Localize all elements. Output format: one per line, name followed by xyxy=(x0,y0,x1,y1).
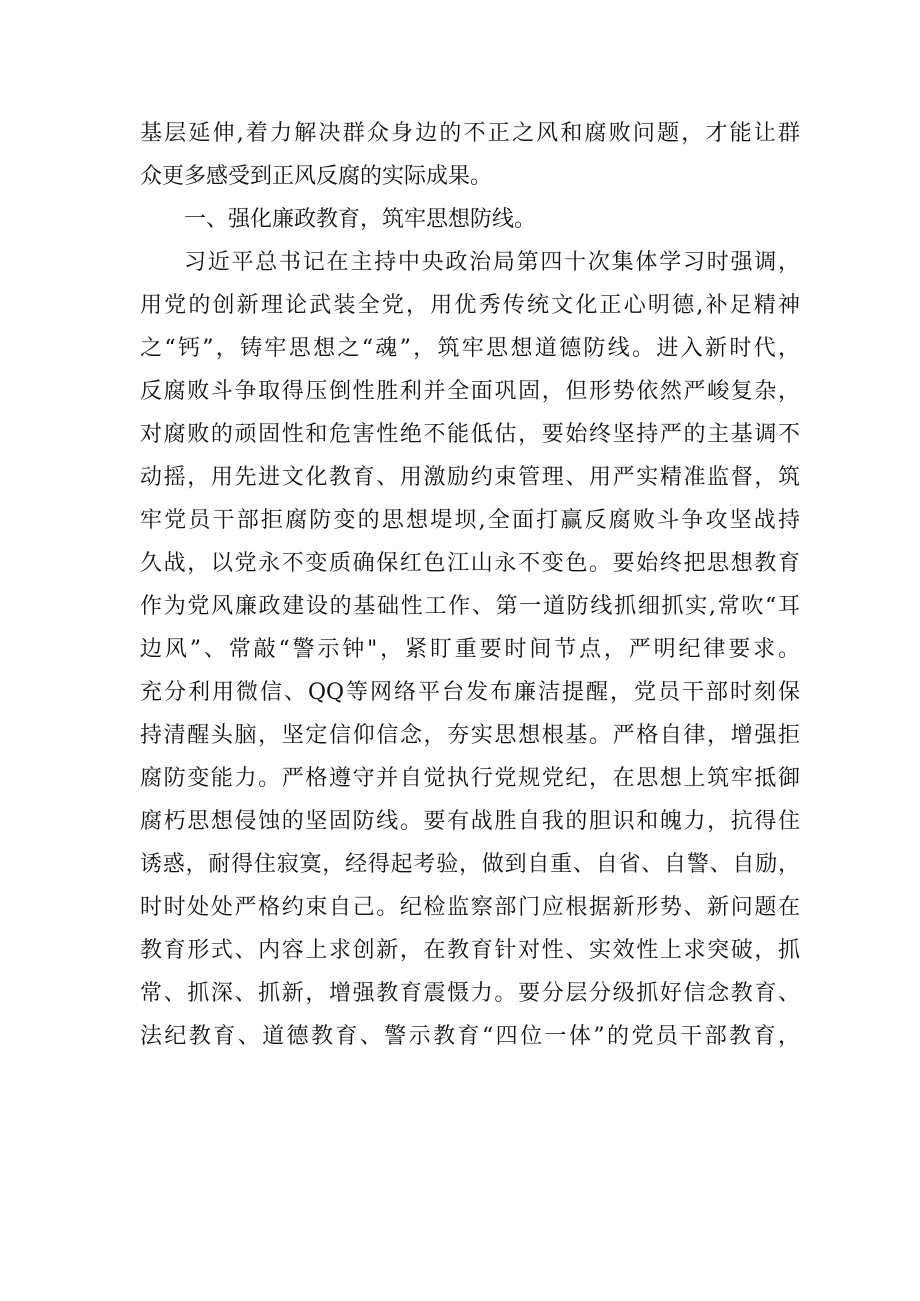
text-line: 之“钙”，铸牢思想之“魂”，筑牢思想道德防线。进入新时代， xyxy=(140,336,800,361)
text-line: 用党的创新理论武装全党，用优秀传统文化正心明德,补足精神 xyxy=(140,293,800,318)
text-line: 习近平总书记在主持中央政治局第四十次集体学习时强调， xyxy=(184,250,800,275)
text-line: 腐朽思想侵蚀的坚固防线。要有战胜自我的胆识和魄力，抗得住 xyxy=(140,809,800,834)
text-line: 充分利用微信、QQ等网络平台发布廉洁提醒，党员干部时刻保 xyxy=(140,680,800,705)
text-line: 腐防变能力。严格遵守并自觉执行党规党纪，在思想上筑牢抵御 xyxy=(140,766,800,791)
text-line: 牢党员干部拒腐防变的思想堤坝,全面打赢反腐败斗争攻坚战持 xyxy=(140,508,800,533)
text-line: 久战，以党永不变质确保红色江山永不变色。要始终把思想教育 xyxy=(140,551,800,576)
text-line: 基层延伸,着力解决群众身边的不正之风和腐败问题，才能让群 xyxy=(140,121,800,146)
text-line: 动摇，用先进文化教育、用激励约束管理、用严实精准监督，筑 xyxy=(140,465,800,490)
body-text xyxy=(140,112,800,1058)
text-line: 常、抓深、抓新，增强教育震慑力。要分层分级抓好信念教育、 xyxy=(140,981,800,1006)
text-line: 众更多感受到正风反腐的实际成果。 xyxy=(140,164,493,189)
text-line: 教育形式、内容上求创新，在教育针对性、实效性上求突破，抓 xyxy=(140,938,800,963)
text-line: 法纪教育、道德教育、警示教育“四位一体”的党员干部教育， xyxy=(140,1024,800,1049)
section-heading: 一、强化廉政教育，筑牢思想防线。 xyxy=(184,207,537,232)
text-line: 对腐败的顽固性和危害性绝不能低估，要始终坚持严的主基调不 xyxy=(140,422,800,447)
text-line: 诱惑，耐得住寂寞，经得起考验，做到自重、自省、自警、自励， xyxy=(140,852,800,877)
text-line: 反腐败斗争取得压倒性胜利并全面巩固，但形势依然严峻复杂， xyxy=(140,379,800,404)
text-line: 时时处处严格约束自己。纪检监察部门应根据新形势、新问题在 xyxy=(140,895,800,920)
text-line: 作为党风廉政建设的基础性工作、第一道防线抓细抓实,常吹“耳 xyxy=(140,594,800,619)
text-line: 边风”、常敲“警示钟"，紧盯重要时间节点，严明纪律要求。 xyxy=(140,637,800,662)
text-line: 持清醒头脑，坚定信仰信念，夯实思想根基。严格自律，增强拒 xyxy=(140,723,800,748)
